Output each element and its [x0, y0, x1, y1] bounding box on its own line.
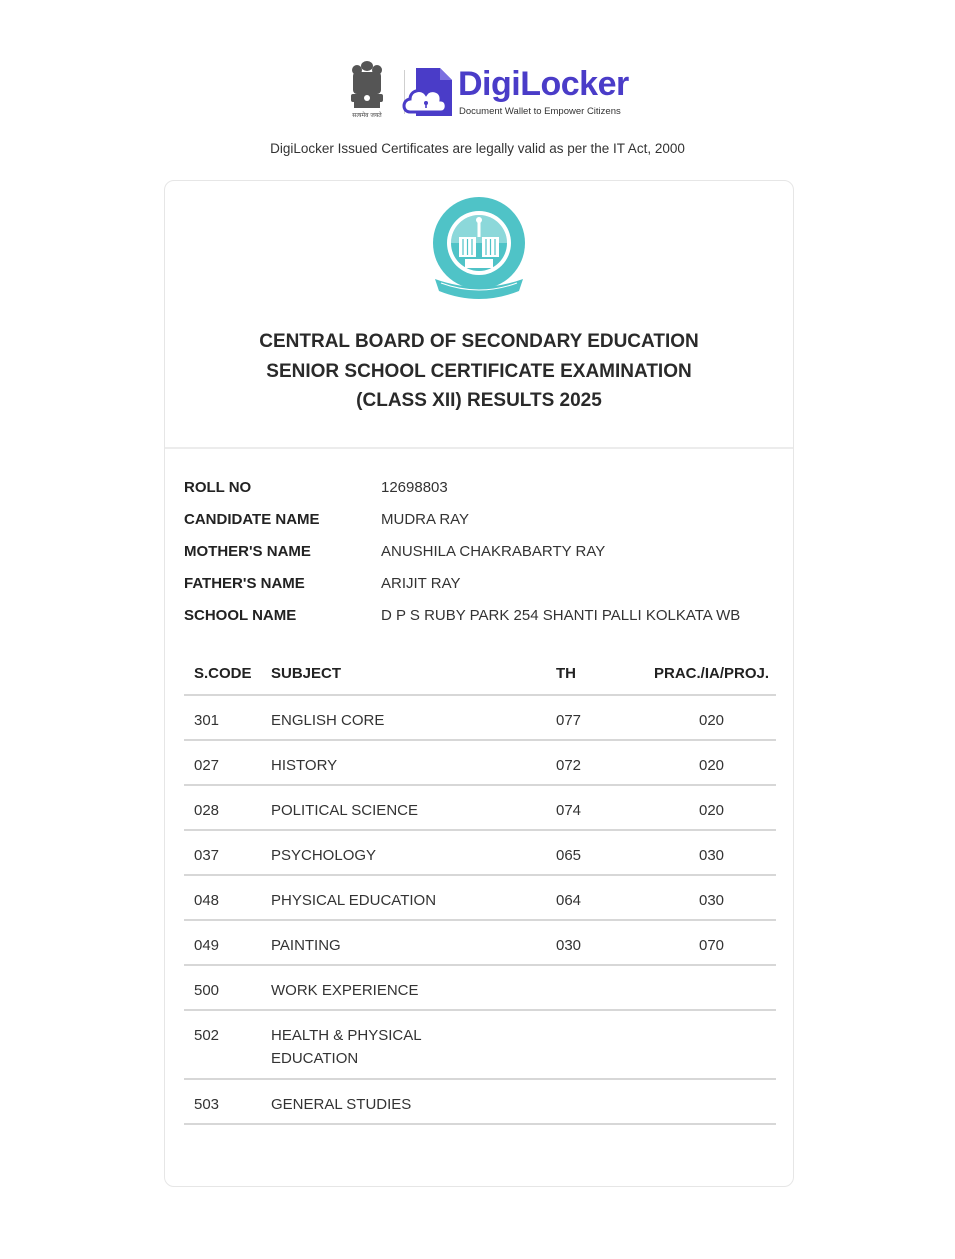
cell-practical: 020 — [647, 740, 776, 785]
detail-label: MOTHER'S NAME — [184, 542, 311, 560]
brand-name: DigiLocker — [458, 65, 629, 103]
detail-value: ARIJIT RAY — [381, 574, 461, 592]
cell-code: 502 — [184, 1010, 271, 1079]
cell-code: 037 — [184, 830, 271, 875]
marks-table — [184, 653, 776, 1125]
cbse-emblem-icon — [429, 195, 529, 307]
cell-theory: 030 — [556, 920, 647, 965]
table-row — [184, 875, 776, 920]
cell-theory — [556, 1010, 647, 1079]
cell-practical: 020 — [647, 695, 776, 740]
cell-code: 500 — [184, 965, 271, 1010]
certificate-card — [164, 180, 794, 1187]
brand-tagline: Document Wallet to Empower Citizens — [459, 106, 621, 117]
cell-code: 028 — [184, 785, 271, 830]
cell-code: 048 — [184, 875, 271, 920]
cell-code: 027 — [184, 740, 271, 785]
cell-subject: PHYSICAL EDUCATION — [271, 875, 556, 920]
detail-value: D P S RUBY PARK 254 SHANTI PALLI KOLKATA WB — [381, 606, 741, 624]
cell-subject: GENERAL STUDIES — [271, 1079, 556, 1124]
table-header-row — [184, 653, 776, 695]
legal-notice: DigiLocker Issued Certificates are legally valid as per the IT Act, 2000 — [270, 141, 685, 156]
cell-subject — [271, 1010, 556, 1079]
detail-label: ROLL NO — [184, 478, 252, 496]
certificate-title — [165, 327, 793, 416]
cell-theory — [556, 1079, 647, 1124]
detail-roll-no — [184, 471, 774, 503]
detail-father-name — [184, 567, 774, 599]
cell-practical: 030 — [647, 875, 776, 920]
cell-subject: PAINTING — [271, 920, 556, 965]
table-row — [184, 695, 776, 740]
header-scode: S.CODE — [184, 653, 271, 695]
cell-subject: ENGLISH CORE — [271, 695, 556, 740]
digilocker-logo-icon — [400, 66, 460, 120]
table-row — [184, 1010, 776, 1079]
header-subject: SUBJECT — [271, 653, 556, 695]
cell-subject: PSYCHOLOGY — [271, 830, 556, 875]
detail-value: MUDRA RAY — [381, 510, 470, 528]
cell-practical — [647, 1079, 776, 1124]
cell-subject: HISTORY — [271, 740, 556, 785]
detail-label: FATHER'S NAME — [184, 574, 305, 592]
cell-theory: 064 — [556, 875, 647, 920]
detail-value: ANUSHILA CHAKRABARTY RAY — [381, 542, 606, 560]
detail-candidate-name — [184, 503, 774, 535]
cell-theory: 077 — [556, 695, 647, 740]
title-line-1: CENTRAL BOARD OF SECONDARY EDUCATION — [259, 331, 699, 352]
table-row — [184, 785, 776, 830]
cell-theory: 072 — [556, 740, 647, 785]
header-theory: TH — [556, 653, 647, 695]
title-line-3: (CLASS XII) RESULTS 2025 — [356, 390, 602, 411]
cell-practical: 030 — [647, 830, 776, 875]
cell-code: 503 — [184, 1079, 271, 1124]
detail-mother-name — [184, 535, 774, 567]
table-row — [184, 920, 776, 965]
header-practical: PRAC./IA/PROJ. — [647, 653, 776, 695]
svg-text:सत्यमेव जयते: सत्यमेव जयते — [352, 112, 382, 119]
cell-code: 301 — [184, 695, 271, 740]
table-row — [184, 1079, 776, 1124]
title-line-2: SENIOR SCHOOL CERTIFICATE EXAMINATION — [266, 360, 692, 382]
detail-label: SCHOOL NAME — [184, 606, 297, 624]
cell-practical: 020 — [647, 785, 776, 830]
cell-theory — [556, 965, 647, 1010]
national-emblem-icon — [345, 58, 389, 120]
brand-header — [345, 58, 629, 120]
cell-subject-text: HEALTH & PHYSICAL EDUCATION — [271, 1027, 422, 1067]
cell-practical: 070 — [647, 920, 776, 965]
detail-school-name — [184, 599, 774, 631]
cell-practical — [647, 965, 776, 1010]
cell-theory: 074 — [556, 785, 647, 830]
cell-subject: POLITICAL SCIENCE — [271, 785, 556, 830]
detail-label: CANDIDATE NAME — [184, 510, 320, 528]
cell-subject: WORK EXPERIENCE — [271, 965, 556, 1010]
table-row — [184, 830, 776, 875]
certificate-header — [165, 181, 793, 449]
candidate-details — [184, 471, 774, 631]
cell-theory: 065 — [556, 830, 647, 875]
cell-practical — [647, 1010, 776, 1079]
detail-value: 12698803 — [381, 478, 448, 496]
cell-code: 049 — [184, 920, 271, 965]
table-row — [184, 740, 776, 785]
table-row — [184, 965, 776, 1010]
